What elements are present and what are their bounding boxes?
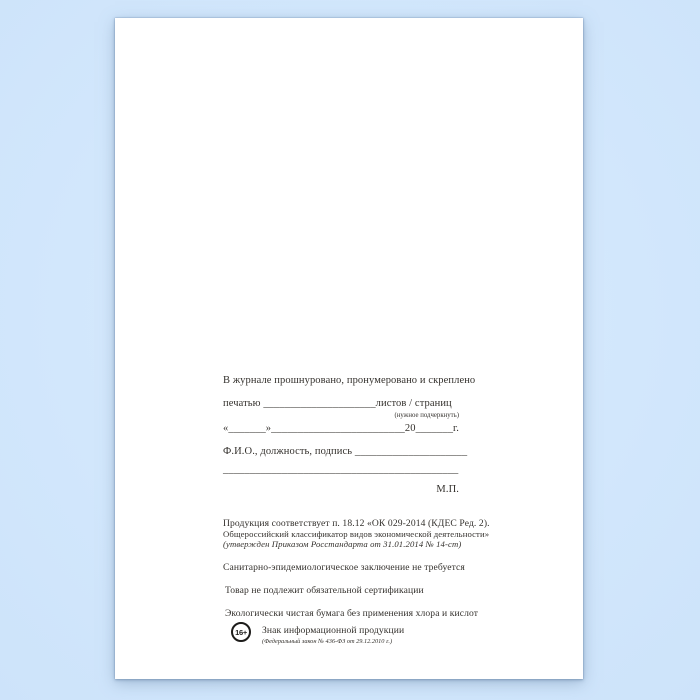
okved-compliance-line-2: Общероссийский классификатор видов экономической деятельности» bbox=[223, 529, 490, 539]
name-position-signature-line: Ф.И.О., должность, подпись _____________________ bbox=[223, 446, 468, 457]
okved-compliance-line-3: (утвержден Приказом Росстандарта от 31.01.2014 № 14-ст) bbox=[223, 539, 462, 549]
journal-back-page bbox=[115, 18, 583, 679]
signature-blank-line: ____________________________________________ bbox=[223, 464, 459, 475]
certification-note: Товар не подлежит обязательной сертификации bbox=[225, 585, 424, 596]
eco-paper-note: Экологически чистая бумага без применения хлора и кислот bbox=[225, 608, 479, 619]
underline-hint-note: (нужное подчеркнуть) bbox=[394, 412, 459, 419]
age-rating-label: 16+ bbox=[235, 627, 247, 637]
seal-statement-text: В журнале прошнуровано, пронумеровано и скреплено bbox=[223, 375, 476, 386]
age-rating-16-plus-icon bbox=[231, 622, 251, 642]
sanitary-conclusion-note: Санитарно-эпидемиологическое заключение не требуется bbox=[223, 562, 465, 573]
date-fill-line: «_______»_________________________20_______г. bbox=[223, 423, 459, 434]
okved-compliance-line-1: Продукция соответствует п. 18.12 «ОК 029-2014 (КДЕС Ред. 2). bbox=[223, 518, 490, 529]
stamp-place-abbreviation: М.П. bbox=[436, 484, 459, 495]
information-product-sign-label: Знак информационной продукции bbox=[262, 625, 405, 636]
federal-law-reference: (Федеральный закон № 436-ФЗ от 29.12.2010 г.) bbox=[262, 638, 393, 645]
seal-sheets-pages-line: печатью _____________________листов / страниц bbox=[223, 398, 452, 409]
